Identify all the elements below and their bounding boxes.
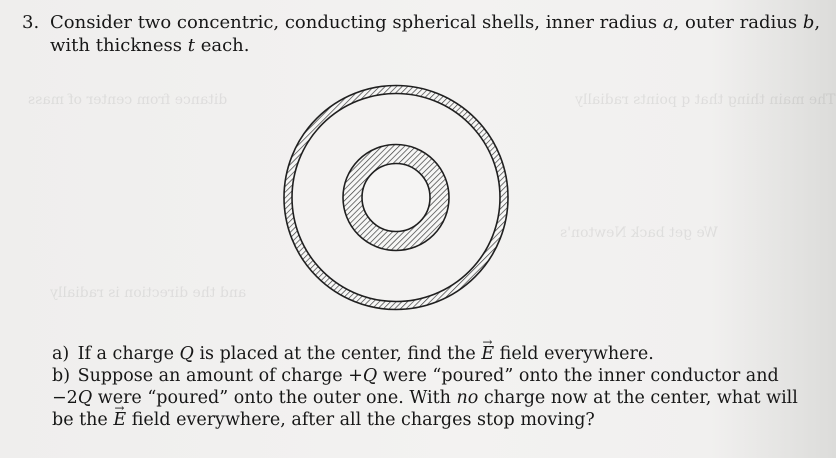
part-b-text-line-2: −2Q were “poured” onto the outer one. With no charge now at the center, what will xyxy=(52,388,798,408)
part-b-line-2 xyxy=(52,387,822,409)
problem-line-1 xyxy=(22,11,821,34)
shells-figure xyxy=(261,80,531,315)
problem-number: 3. xyxy=(22,12,40,33)
problem-text-line-1: Consider two concentric, conducting spherical shells, inner radius a, outer radius b, xyxy=(50,12,821,33)
part-b-text-line-3: be the → E field everywhere, after all the charges stop moving? xyxy=(52,410,595,430)
show-through-text: The main thing that q points radially xyxy=(575,92,836,108)
concentric-shells-diagram xyxy=(261,80,531,315)
part-b-text-line-1: Suppose an amount of charge +Q were “poured” onto the inner conductor and xyxy=(77,366,779,386)
part-a xyxy=(52,343,822,365)
show-through-text: ditance from center of mass xyxy=(28,92,228,108)
show-through-text: and the direction is radially xyxy=(50,285,247,301)
part-b xyxy=(52,365,822,387)
problem-line-2 xyxy=(22,34,802,57)
part-b-line-3 xyxy=(52,409,822,431)
problem-text-line-2: with thickness t each. xyxy=(50,35,250,56)
part-a-text: If a charge Q is placed at the center, find the → E field everywhere. xyxy=(78,344,654,364)
problem-statement xyxy=(22,11,821,57)
inner-shell-inner-surface xyxy=(362,164,430,232)
part-b-label: b) xyxy=(52,366,71,386)
sub-questions xyxy=(52,343,822,431)
show-through-text: We get back Newton's xyxy=(560,225,719,241)
part-a-label: a) xyxy=(52,344,70,364)
inner-shell xyxy=(343,145,449,251)
